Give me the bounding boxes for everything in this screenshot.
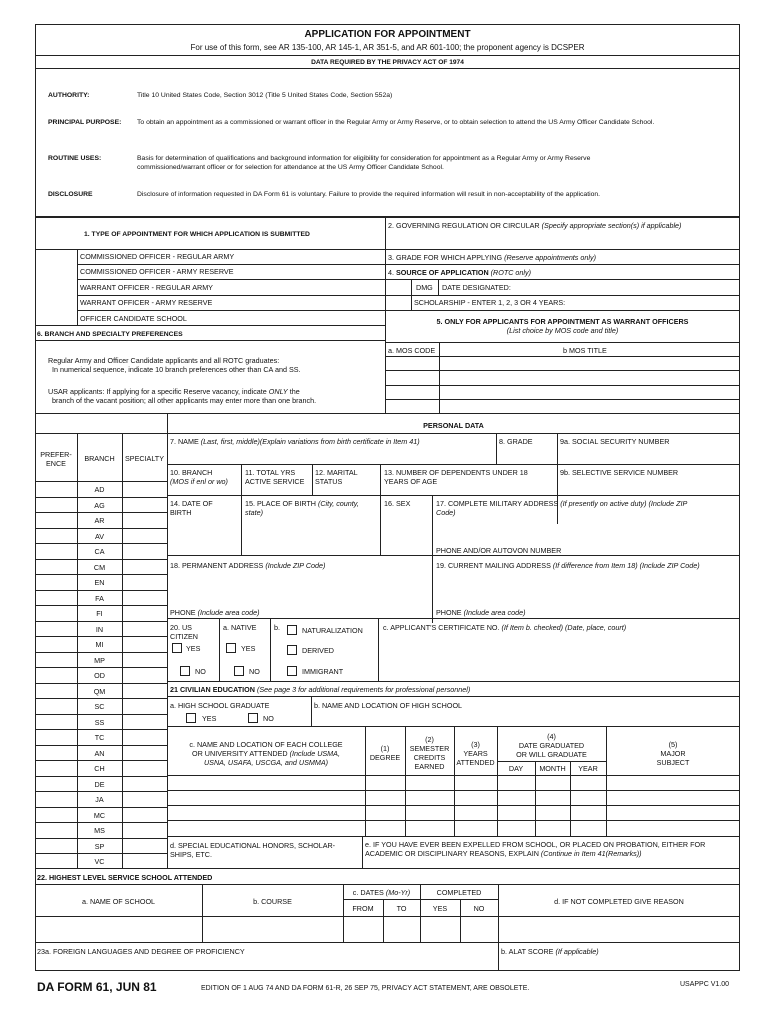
item21-label: 21 CIVILIAN EDUCATION (See page 3 for additional requirements for professional personnel) — [170, 685, 471, 694]
branch-row[interactable] — [35, 714, 167, 730]
branch-code: CM — [93, 562, 106, 572]
version-label: USAPPC V1.00 — [680, 981, 730, 988]
principal-purpose-label: PRINCIPAL PURPOSE: — [48, 119, 122, 126]
credits-col-header-1: SEMESTER — [409, 744, 450, 753]
item8-label: 8. GRADE — [499, 437, 533, 446]
item21c-label-1: c. NAME AND LOCATION OF EACH COLLEGE — [189, 740, 343, 749]
item6-instruction-1: Regular Army and Officer Candidate applicants and all ROTC graduates: — [48, 356, 280, 365]
branch-row[interactable] — [35, 652, 167, 668]
item20-label-1: 20. US — [170, 623, 192, 632]
citizen-yes-label: YES — [186, 644, 201, 653]
item23a-label: 23a. FOREIGN LANGUAGES AND DEGREE OF PROFICIENCY — [37, 947, 245, 956]
item20a-label: a. NATIVE — [223, 623, 257, 632]
not-completed-reason-header: d. IF NOT COMPLETED GIVE REASON — [554, 897, 684, 906]
branch-code: SC — [94, 702, 105, 711]
completed-no-header: NO — [473, 904, 485, 913]
branch-row[interactable] — [35, 822, 167, 838]
hs-graduate-yes-label: YES — [202, 714, 217, 723]
branch-code: MP — [94, 655, 105, 665]
branch-code: FA — [95, 593, 104, 603]
option-commissioned-regular-army[interactable]: COMMISSIONED OFFICER - REGULAR ARMY — [80, 252, 235, 261]
branch-row[interactable] — [35, 512, 167, 528]
item6-instruction-2: In numerical sequence, indicate 10 branch preferences other than CA and SS. — [52, 365, 301, 374]
branch-code: CA — [94, 547, 105, 556]
item19-label: 19. CURRENT MAILING ADDRESS (If difference from Item 18) (Include ZIP Code) — [436, 561, 700, 570]
branch-code: IN — [95, 624, 104, 634]
preference-header-2: ENCE — [46, 459, 66, 468]
credits-col-header-3: EARNED — [414, 762, 445, 771]
authority-text: Title 10 United States Code, Section 3012 (Title 5 United States Code, Section 552a) — [137, 92, 393, 99]
edition-notice: EDITION OF 1 AUG 74 AND DA FORM 61-R, 26 SEP 75, PRIVACY ACT STATEMENT, ARE OBSOLETE. — [201, 985, 530, 992]
permanent-phone-label: PHONE (Include area code) — [170, 608, 260, 617]
item14-label-1: 14. DATE OF — [170, 499, 213, 508]
branch-row[interactable] — [35, 559, 167, 575]
completed-header: COMPLETED — [436, 888, 482, 897]
branch-code: AR — [94, 516, 105, 525]
option-officer-candidate-school[interactable]: OFFICER CANDIDATE SCHOOL — [80, 314, 187, 323]
item12-label-2: STATUS — [315, 477, 343, 486]
preference-header-1: PREFER- — [40, 450, 72, 459]
years-col-header-2: ATTENDED — [456, 758, 495, 767]
item10-label-2: (MOS if enl or wo) — [170, 477, 228, 486]
hs-graduate-no-checkbox[interactable] — [248, 713, 258, 723]
item9a-label: 9a. SOCIAL SECURITY NUMBER — [560, 437, 670, 446]
item17-hint-2: Code) — [436, 508, 456, 517]
item15-hint-2: state) — [245, 508, 263, 517]
years-col-header-1: YEARS — [463, 749, 488, 758]
month-col-header: MONTH — [539, 764, 566, 773]
branch-row[interactable] — [35, 807, 167, 823]
branch-code: AN — [94, 748, 105, 758]
specialty-header: SPECIALTY — [124, 454, 164, 463]
item13-label-1: 13. NUMBER OF DEPENDENTS UNDER 18 — [384, 468, 528, 477]
branch-row[interactable] — [35, 791, 167, 807]
item20-label-2: CITIZEN — [170, 632, 198, 641]
item21c-label-3: USNA, USAFA, USCGA, and USMMA) — [203, 758, 329, 767]
item20b-label: b. — [274, 623, 280, 632]
item14-label-2: BIRTH — [170, 508, 192, 517]
branch-row[interactable] — [35, 574, 167, 590]
item23b-label: b. ALAT SCORE (If applicable) — [501, 947, 599, 956]
branch-code: FI — [96, 609, 103, 618]
item15-label: 15. PLACE OF BIRTH (City, county, — [245, 499, 359, 508]
item6-instruction-4: branch of the vacant position; all other applicants may enter more than one branch. — [52, 396, 317, 405]
branch-code: TC — [94, 733, 105, 742]
branch-row[interactable] — [35, 605, 167, 621]
degree-col-header: DEGREE — [369, 753, 401, 762]
phone-autovon-label: PHONE AND/OR AUTOVON NUMBER — [436, 546, 562, 555]
branch-code: SS — [94, 717, 105, 727]
branch-code: AV — [94, 531, 105, 541]
governing-regulation-field[interactable] — [388, 232, 738, 246]
branch-row[interactable] — [35, 760, 167, 776]
branch-code: MC — [93, 810, 106, 820]
branch-row[interactable] — [35, 636, 167, 652]
year-col-header: YEAR — [578, 764, 598, 773]
hs-graduate-no-label: NO — [263, 714, 274, 723]
item22-label: 22. HIGHEST LEVEL SERVICE SCHOOL ATTENDED — [37, 873, 213, 882]
form-title: APPLICATION FOR APPOINTMENT — [304, 29, 471, 40]
mos-code-header: a. MOS CODE — [388, 346, 436, 355]
branch-code: JA — [95, 795, 104, 804]
branch-code: SP — [94, 841, 105, 851]
major-col-header-1: MAJOR — [660, 749, 686, 758]
major-col-num: (5) — [668, 740, 678, 749]
item3-label: 3. GRADE FOR WHICH APPLYING (Reserve appointments only) — [388, 253, 596, 262]
item21e-label-1: e. IF YOU HAVE EVER BEEN EXPELLED FROM SCHOOL, OR PLACED ON PROBATION, EITHER FOR — [365, 840, 706, 849]
item9b-label: 9b. SELECTIVE SERVICE NUMBER — [560, 468, 679, 477]
branch-row[interactable] — [35, 698, 167, 714]
scholarship-label: SCHOLARSHIP - ENTER 1, 2, 3 OR 4 YEARS: — [414, 298, 566, 307]
item21b-label: b. NAME AND LOCATION OF HIGH SCHOOL — [314, 701, 463, 710]
item6-instruction-3: USAR applicants: If applying for a specific Reserve vacancy, indicate ONLY the — [48, 387, 300, 396]
credits-col-num: (2) — [425, 735, 434, 744]
branch-code: MS — [94, 826, 105, 835]
privacy-act-heading: DATA REQUIRED BY THE PRIVACY ACT OF 1974 — [311, 59, 464, 66]
branch-row[interactable] — [35, 621, 167, 637]
branch-row[interactable] — [35, 853, 167, 869]
hs-graduate-yes-checkbox[interactable] — [186, 713, 196, 723]
branch-row[interactable] — [35, 729, 167, 745]
item16-label: 16. SEX — [384, 499, 411, 508]
item4-label: 4. SOURCE OF APPLICATION (ROTC only) — [388, 268, 531, 277]
option-commissioned-army-reserve[interactable]: COMMISSIONED OFFICER - ARMY RESERVE — [80, 267, 234, 276]
item5-hint: (List choice by MOS code and title) — [506, 326, 619, 335]
school-name-header: a. NAME OF SCHOOL — [81, 897, 156, 906]
native-yes-checkbox[interactable] — [226, 643, 236, 653]
principal-purpose-text: To obtain an appointment as a commissioned or warrant officer in the Regular Army or Army Reserve, or to obtain selection to attend the US Army Officer Candidate School. — [137, 119, 655, 126]
item11-label-2: ACTIVE SERVICE — [245, 477, 305, 486]
routine-uses-text-1: Basis for determination of qualifications and background information for eligibility for consideration for appointment as a Regular Army or Army Reserve — [137, 155, 591, 162]
routine-uses-text-2: commissioned/warrant officer or for selection for attendance at the US Army Officer Candidate School. — [137, 164, 444, 171]
day-col-header: DAY — [508, 764, 524, 773]
date-designated-label: DATE DESIGNATED: — [442, 283, 511, 292]
citizen-no-label: NO — [195, 667, 206, 676]
branch-row[interactable] — [35, 497, 167, 513]
branch-row[interactable] — [35, 481, 167, 497]
item21d-label-1: d. SPECIAL EDUCATIONAL HONORS, SCHOLAR- — [170, 841, 336, 850]
major-col-header-2: SUBJECT — [656, 758, 690, 767]
derived-label: DERIVED — [302, 646, 334, 655]
derived-checkbox[interactable] — [287, 645, 297, 655]
mailing-phone-label: PHONE (Include area code) — [436, 608, 526, 617]
branch-code: MI — [95, 640, 104, 649]
branch-code: QM — [93, 686, 106, 696]
from-header: FROM — [352, 904, 374, 913]
item21c-label-2: OR UNIVERSITY ATTENDED (Include USMA, — [192, 749, 340, 758]
years-col-num: (3) — [471, 740, 480, 749]
item21d-label-2: SHIPS, ETC. — [170, 850, 212, 859]
native-no-label: NO — [249, 667, 260, 676]
personal-data-heading: PERSONAL DATA — [423, 421, 484, 430]
date-grad-col-num: (4) — [547, 732, 556, 741]
branch-code: VC — [94, 857, 105, 866]
item21e-label-2: ACADEMIC OR DISCIPLINARY REASONS, EXPLAIN (Continue in Item 41(Remarks)) — [365, 849, 642, 858]
completed-yes-header: YES — [432, 904, 448, 913]
to-header: TO — [396, 904, 407, 913]
item17-label: 17. COMPLETE MILITARY ADDRESS (If presently on active duty) (Include ZIP — [436, 499, 688, 508]
item13-label-2: YEARS OF AGE — [384, 477, 438, 486]
branch-row[interactable] — [35, 838, 167, 854]
item5-label: 5. ONLY FOR APPLICANTS FOR APPOINTMENT AS WARRANT OFFICERS — [436, 317, 689, 326]
branch-code: EN — [94, 578, 105, 587]
degree-col-num: (1) — [380, 744, 390, 753]
naturalization-checkbox[interactable] — [287, 625, 297, 635]
option-warrant-regular-army[interactable]: WARRANT OFFICER - REGULAR ARMY — [80, 283, 213, 292]
item10-label-1: 10. BRANCH — [170, 468, 213, 477]
naturalization-label: NATURALIZATION — [302, 626, 363, 635]
branch-code: DE — [94, 779, 105, 789]
native-no-checkbox[interactable] — [234, 666, 244, 676]
item7-label: 7. NAME (Last, first, middle)(Explain variations from birth certificate in Item 41) — [170, 437, 420, 446]
branch-header: BRANCH — [84, 454, 115, 463]
citizen-yes-checkbox[interactable] — [172, 643, 182, 653]
date-grad-col-header-2: OR WILL GRADUATE — [516, 750, 587, 759]
option-warrant-army-reserve[interactable]: WARRANT OFFICER - ARMY RESERVE — [80, 298, 213, 307]
branch-row[interactable] — [35, 543, 167, 559]
form-subtitle: For use of this form, see AR 135-100, AR 145-1, AR 351-5, and AR 601-100; the proponent agency is DCSPER — [190, 43, 585, 52]
form-number: DA FORM 61, JUN 81 — [37, 980, 157, 994]
immigrant-checkbox[interactable] — [287, 666, 297, 676]
item20c-label: c. APPLICANT'S CERTIFICATE NO. (If Item b. checked) (Date, place, court) — [383, 623, 627, 632]
citizen-no-checkbox[interactable] — [180, 666, 190, 676]
dates-header: c. DATES (Mo-Yr) — [352, 888, 411, 897]
branch-row[interactable] — [35, 776, 167, 792]
item11-label-1: 11. TOTAL YRS — [245, 468, 296, 477]
disclosure-label: DISCLOSURE — [48, 191, 93, 198]
branch-row[interactable] — [35, 745, 167, 761]
disclosure-text: Disclosure of information requested in DA Form 61 is voluntary. Failure to provide the required information will result in non-acceptability of the application. — [137, 191, 601, 198]
branch-code: AD — [94, 485, 105, 494]
authority-label: AUTHORITY: — [48, 92, 90, 99]
item6-label: 6. BRANCH AND SPECIALTY PREFERENCES — [37, 331, 183, 338]
dmg-label: DMG — [416, 283, 433, 292]
native-yes-label: YES — [241, 644, 256, 653]
immigrant-label: IMMIGRANT — [302, 667, 344, 676]
credits-col-header-2: CREDITS — [413, 753, 446, 762]
name-field[interactable] — [170, 448, 494, 462]
item12-label-1: 12. MARITAL — [315, 468, 358, 477]
item1-label: 1. TYPE OF APPOINTMENT FOR WHICH APPLICATION IS SUBMITTED — [84, 231, 310, 238]
branch-code: CH — [94, 764, 105, 773]
date-grad-col-header-1: DATE GRADUATED — [518, 741, 585, 750]
branch-row[interactable] — [35, 590, 167, 606]
routine-uses-label: ROUTINE USES: — [48, 155, 102, 162]
branch-row[interactable] — [35, 528, 167, 544]
item18-label: 18. PERMANENT ADDRESS (Include ZIP Code) — [170, 561, 326, 570]
course-header: b. COURSE — [253, 897, 292, 906]
item21a-label: a. HIGH SCHOOL GRADUATE — [170, 701, 270, 710]
branch-code: AG — [94, 500, 105, 510]
branch-row[interactable] — [35, 683, 167, 699]
item2-label: 2. GOVERNING REGULATION OR CIRCULAR (Specify appropriate section(s) if applicable) — [388, 221, 682, 230]
branch-row[interactable] — [35, 667, 167, 683]
mos-title-header: b MOS TITLE — [563, 346, 607, 355]
branch-code: OD — [94, 671, 105, 680]
